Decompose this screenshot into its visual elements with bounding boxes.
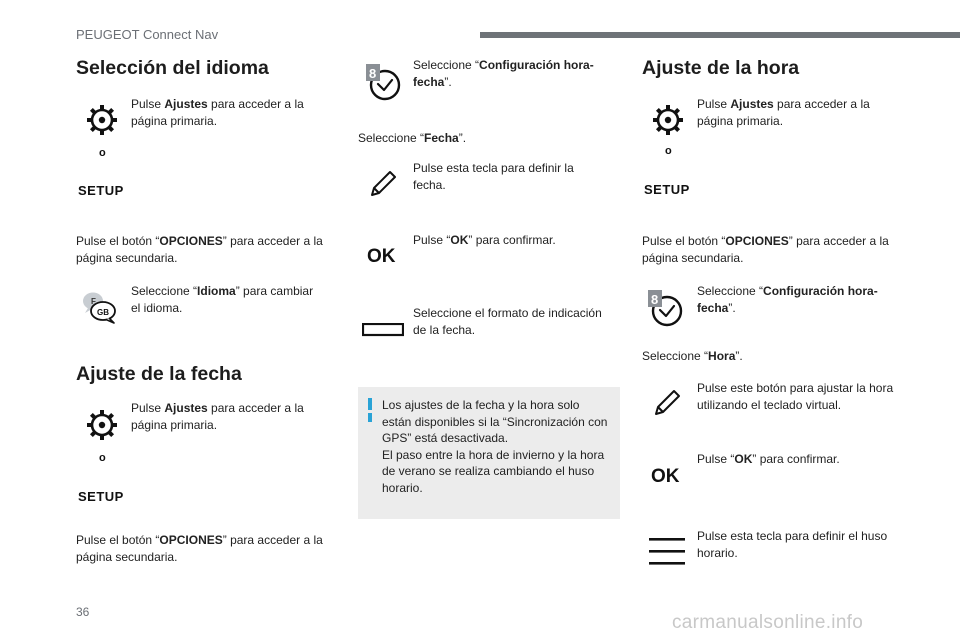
select-time-text: Seleccione “Hora”. [642, 349, 743, 363]
or-text: o [665, 145, 672, 157]
options-text: Pulse el botón “OPCIONES” para acceder a la página secundaria. [76, 533, 323, 564]
clock-badge-number: 8 [651, 292, 659, 307]
edit-time-text: Pulse este botón para ajustar la hora utilizando el teclado virtual. [697, 381, 894, 412]
section-title-language: Selección del idioma [76, 57, 269, 79]
setup-button-label: SETUP [78, 489, 124, 504]
timezone-text: Pulse esta tecla para definir el huso horario. [697, 529, 888, 560]
press-settings-text: Pulse Ajustes para acceder a la página primaria. [131, 97, 304, 128]
select-format-text: Seleccione el formato de indicación de la fecha. [413, 306, 602, 337]
ok-button-label: OK [367, 246, 396, 267]
select-config-text: Seleccione “Configuración hora- fecha”. [697, 284, 878, 315]
gear-icon [84, 407, 120, 443]
options-text: Pulse el botón “OPCIONES” para acceder a la página secundaria. [76, 234, 323, 265]
watermark: carmanualsonline.info [672, 612, 864, 633]
clock-badge-number: 8 [369, 66, 377, 81]
press-settings-text: Pulse Ajustes para acceder a la página primaria. [131, 401, 304, 432]
confirm-text: Pulse “OK” para confirmar. [697, 452, 840, 466]
select-config-text: Seleccione “Configuración hora- fecha”. [413, 58, 594, 89]
select-date-text: Seleccione “Fecha”. [358, 131, 467, 145]
language-icon [80, 290, 120, 326]
info-icon [368, 398, 372, 410]
section-title-time: Ajuste de la hora [642, 57, 800, 79]
pencil-icon [650, 386, 684, 420]
date-format-icon [362, 323, 404, 337]
confirm-text: Pulse “OK” para confirmar. [413, 233, 556, 247]
section-title-date: Ajuste de la fecha [76, 363, 242, 385]
clock-icon [646, 288, 686, 328]
select-language-text: Seleccione “Idioma” para cambiar el idioma. [131, 284, 314, 315]
ok-button-label: OK [651, 466, 680, 487]
info-text: Los ajustes de la fecha y la hora solo están disponibles si la “Sincronización con GPS” está desactivada. El paso entre la hora de invierno y la hora de verano se realiza cambiando el huso horario. [382, 398, 608, 495]
lang-icon-f: F [91, 297, 96, 306]
press-settings-text: Pulse Ajustes para acceder a la página primaria. [697, 97, 870, 128]
options-text: Pulse el botón “OPCIONES” para acceder a la página secundaria. [642, 234, 889, 265]
lang-icon-gb: GB [97, 308, 109, 317]
page-number: 36 [76, 605, 90, 619]
menu-lines-icon [648, 536, 686, 568]
info-icon-bar [368, 413, 372, 422]
or-text: o [99, 147, 106, 159]
or-text: o [99, 452, 106, 464]
pencil-icon [366, 167, 400, 201]
edit-date-text: Pulse esta tecla para definir la fecha. [413, 161, 574, 192]
setup-button-label: SETUP [78, 183, 124, 198]
clock-icon [364, 62, 404, 102]
header-title: PEUGEOT Connect Nav [76, 27, 219, 42]
gear-icon [84, 102, 120, 138]
header-bar [480, 32, 960, 38]
gear-icon [650, 102, 686, 138]
setup-button-label: SETUP [644, 182, 690, 197]
